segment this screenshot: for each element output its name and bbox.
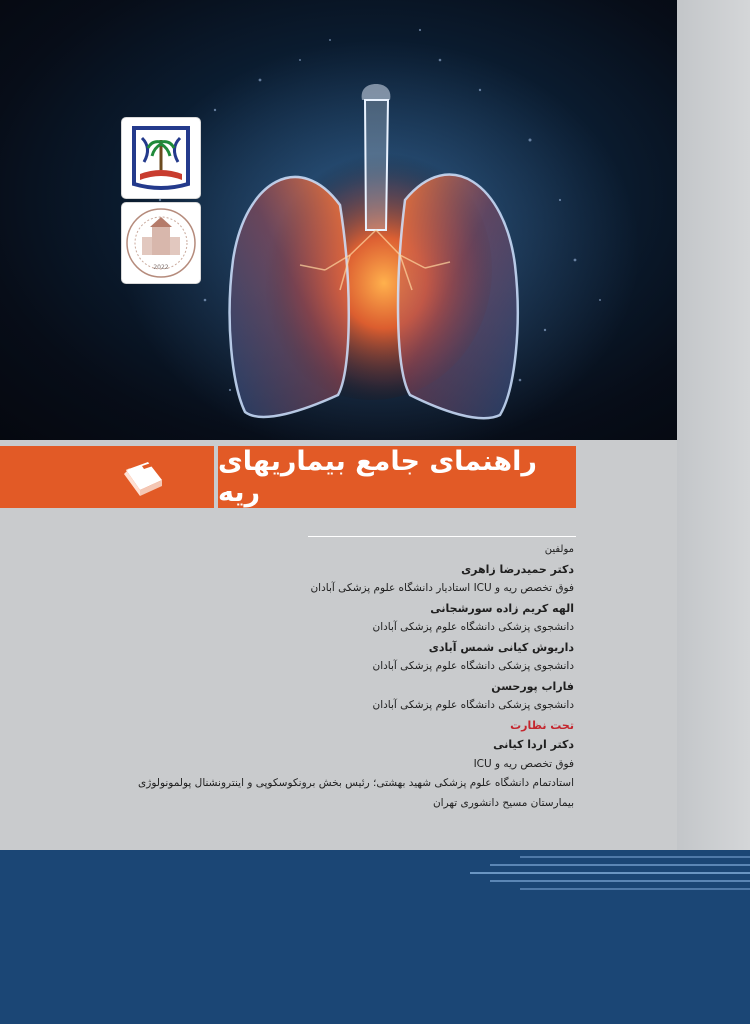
- seal-year: 2022: [153, 264, 169, 271]
- book-title: راهنمای جامع بیماریهای ریه: [218, 446, 537, 508]
- publisher-band: [0, 446, 214, 508]
- author-affiliation: دانشجوی پزشکی دانشگاه علوم پزشکی آبادان: [372, 621, 574, 633]
- right-margin-strip: [677, 0, 750, 850]
- supervisor-detail: فوق تخصص ریه و ICU: [473, 757, 574, 770]
- footer-stripes: [460, 850, 750, 900]
- university-logo: [122, 118, 200, 198]
- divider: [308, 536, 576, 537]
- lungs-illustration-icon: [0, 0, 677, 440]
- book-title-bar: [218, 446, 576, 508]
- supervisor-detail: استادتمام دانشگاه علوم پزشکی شهید بهشتی؛ رئیس بخش برونکوسکوپی و اینترونشنال پولمونولوژی: [138, 777, 574, 789]
- author-affiliation: فوق تخصص ریه و ICU استادیار دانشگاه علوم پزشکی آبادان: [310, 582, 574, 594]
- author-name: الهه کریم زاده سورشجانی: [430, 601, 574, 615]
- author-name: دکتر حمیدرضا زاهری: [461, 562, 574, 576]
- author-affiliation: دانشجوی پزشکی دانشگاه علوم پزشکی آبادان: [372, 660, 574, 672]
- seal-logo: [122, 203, 200, 283]
- author-affiliation: دانشجوی پزشکی دانشگاه علوم پزشکی آبادان: [372, 699, 574, 711]
- authors-label: مولفین: [544, 544, 574, 555]
- supervision-label: تحت نظارت: [510, 718, 574, 732]
- supervisor-name: دکتر اردا کیانی: [493, 738, 574, 751]
- book-pen-icon: [118, 452, 170, 502]
- credits-block: [14, 540, 574, 813]
- author-name: داریوش کیانی شمس آبادی: [428, 640, 574, 654]
- supervisor-detail: بیمارستان مسیح دانشوری تهران: [432, 796, 574, 809]
- author-name: فاراب پورحسن: [491, 679, 574, 693]
- cover-illustration: [0, 0, 677, 440]
- round-seal-icon: [122, 203, 200, 283]
- university-emblem-icon: [122, 118, 200, 198]
